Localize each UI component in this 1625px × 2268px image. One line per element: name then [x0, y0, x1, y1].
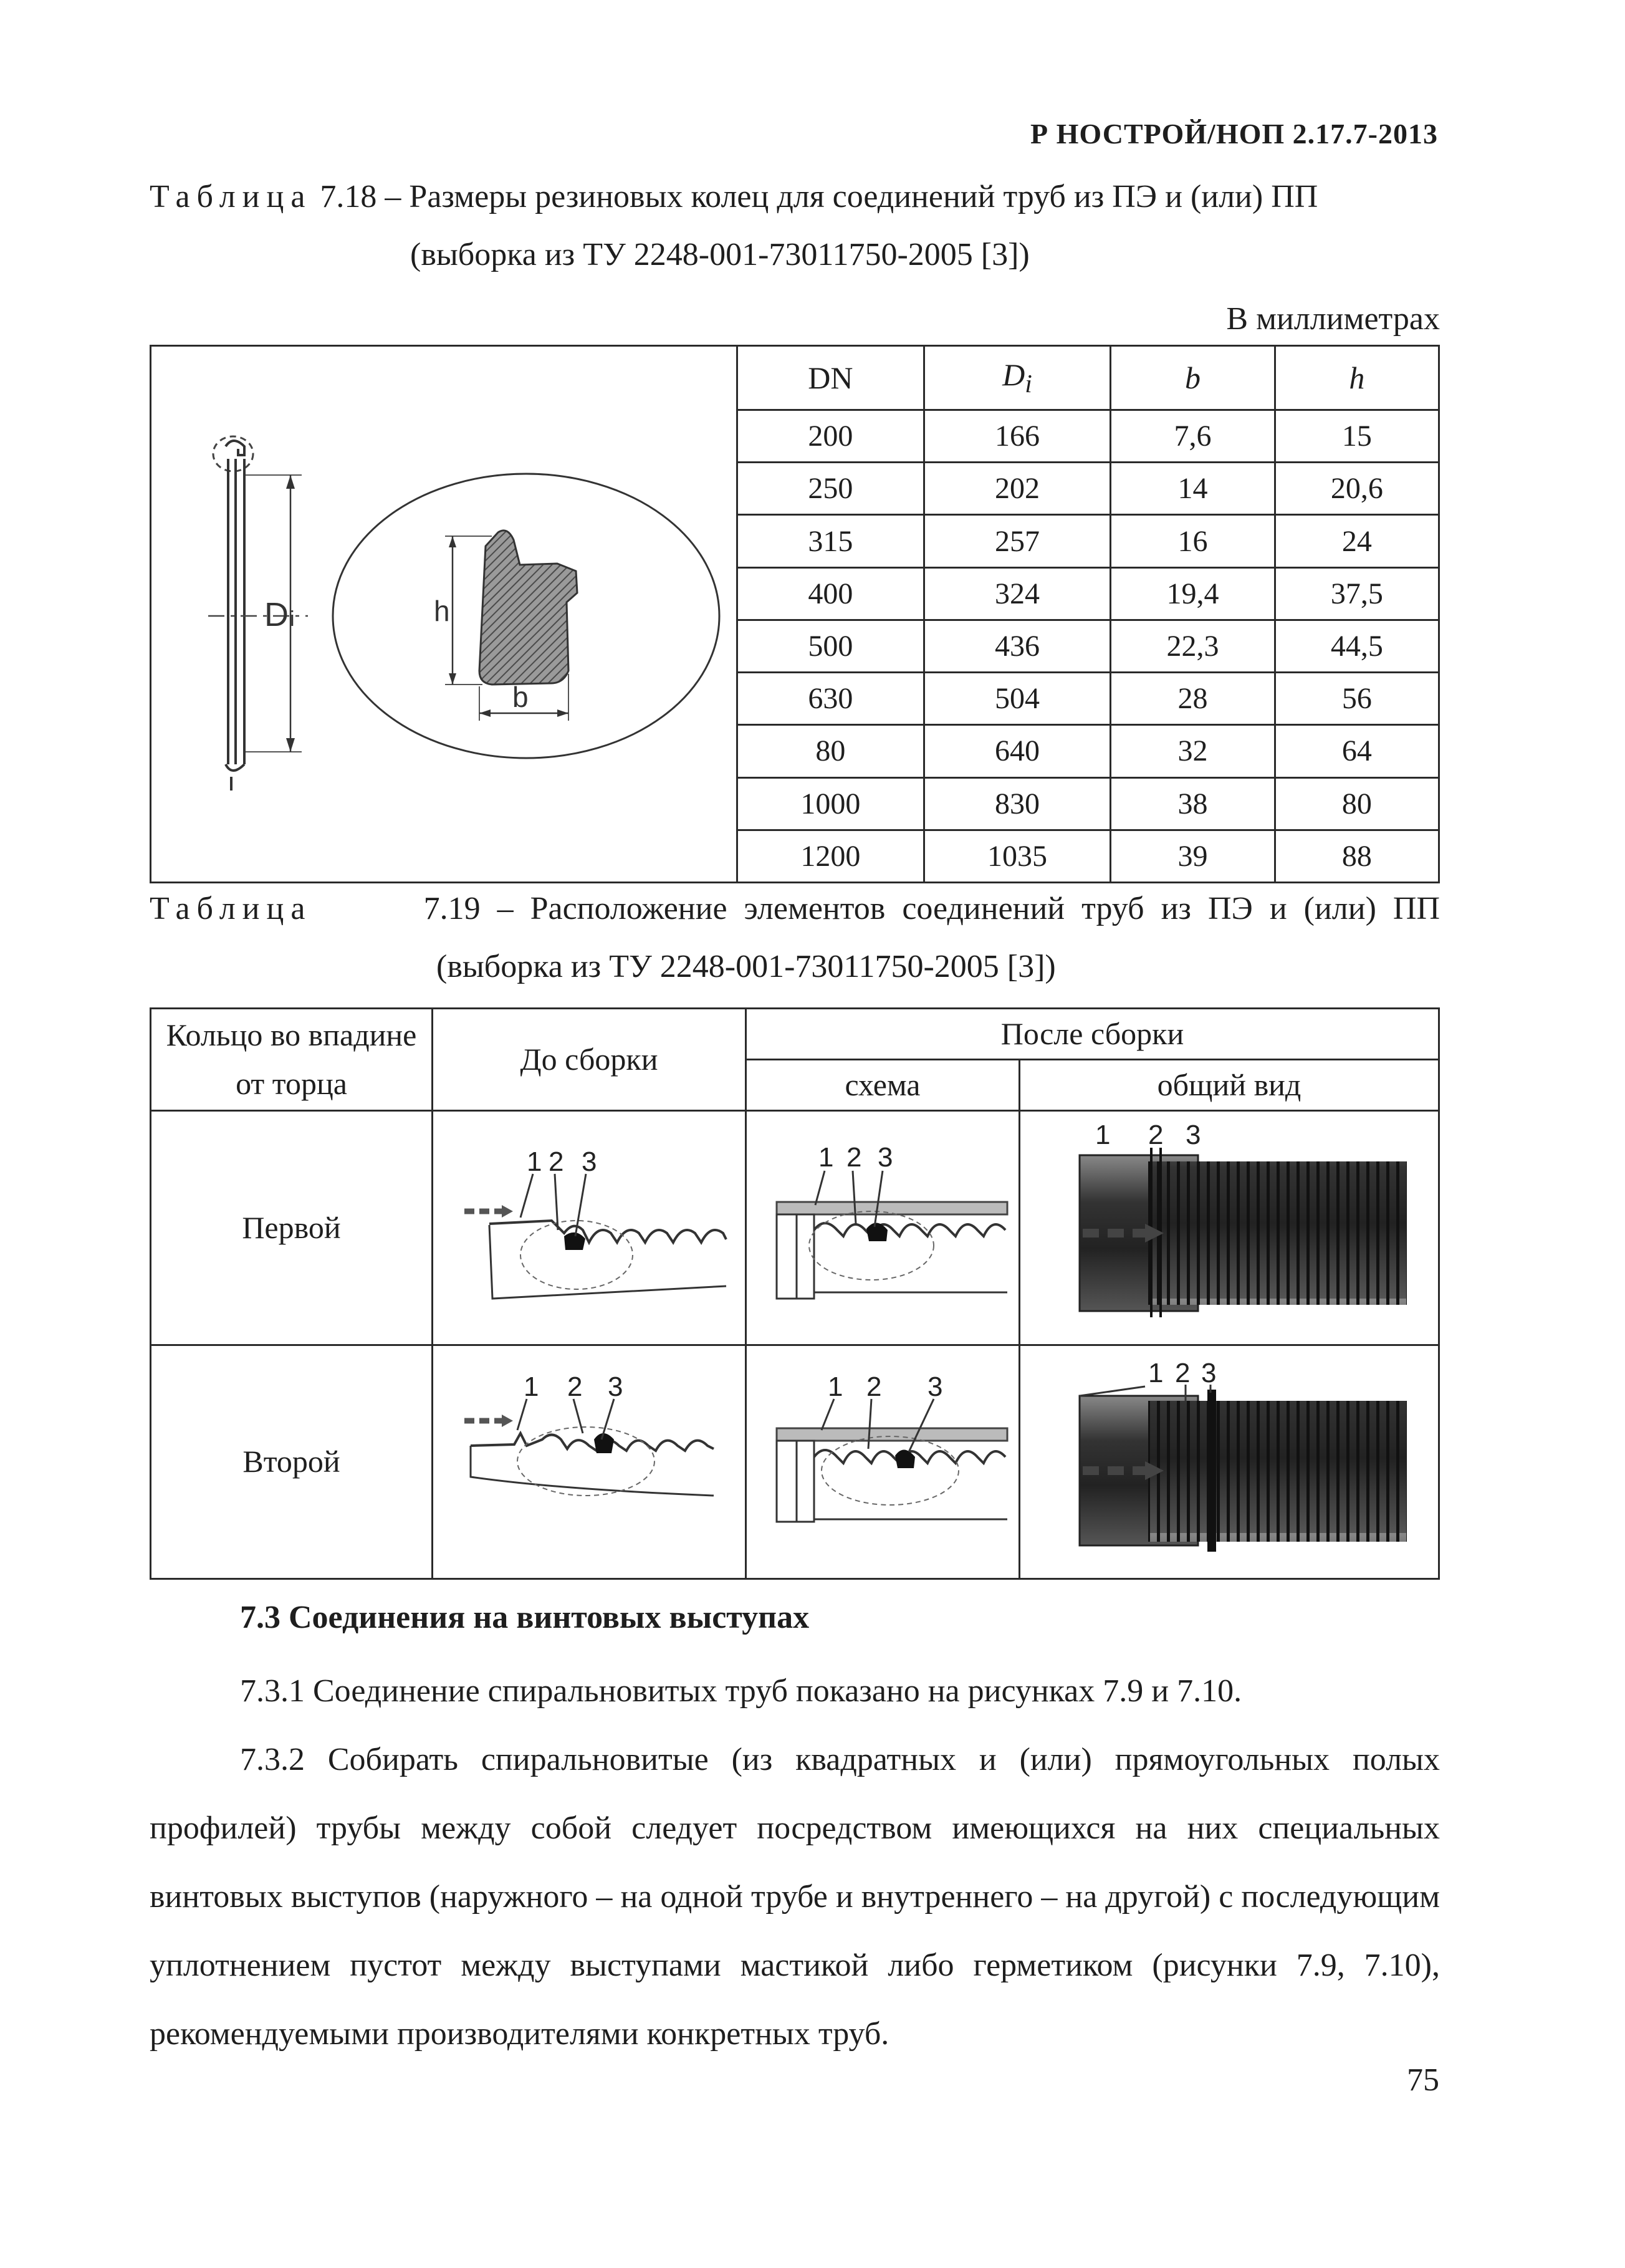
callout-1: 1: [818, 1142, 834, 1173]
callout-3: 3: [878, 1142, 893, 1173]
pipe-body-outline: [489, 1225, 726, 1299]
cell: 166: [924, 410, 1111, 463]
cell: 22,3: [1111, 620, 1275, 672]
callout-1: 1: [1148, 1357, 1164, 1388]
cell: 14: [1111, 463, 1275, 515]
callout-leader-3: [875, 1171, 883, 1227]
insertion-arrow-head: [502, 1205, 513, 1218]
cell: 1200: [737, 830, 924, 882]
ring-top-profile: [226, 441, 244, 455]
cell: 315: [737, 515, 924, 567]
caption-text: 7.18 – Размеры резиновых колец для соединений труб из ПЭ и (или) ПП: [320, 179, 1318, 214]
col-header-scheme: схема: [746, 1060, 1020, 1111]
cell: 7,6: [1111, 410, 1275, 463]
cell: 88: [1275, 830, 1439, 882]
callout-leader-3: [909, 1399, 934, 1452]
scheme-diagram: [747, 1346, 1019, 1564]
col-header-general-view: общий вид: [1020, 1060, 1439, 1111]
general-view-photo: [1020, 1346, 1438, 1564]
callout-2: 2: [846, 1142, 862, 1173]
before-assembly-diagram: [433, 1346, 745, 1564]
cell: 28: [1111, 673, 1275, 725]
table-7-19-caption: [150, 893, 1440, 925]
sealing-ring: [594, 1433, 614, 1453]
paragraph-7-3-2: 7.3.2 Собирать спиральновитые (из квадратных и (или) прямоугольных полых профилей) трубы между собой следует посредством имеющихся на них специальных винтовых выступов (наружного – на одной трубе и внутреннего – на другой) с последующим уплотнением пустот между выступами мастикой либо герметиком (рисунки 7.9, 7.10), рекомендуемыми производителями конкретных труб.: [150, 1742, 1440, 2052]
section-title: 7.3 Соединения на винтовых выступах: [240, 1600, 810, 1635]
callout-leader-2: [853, 1171, 856, 1224]
callout-3: 3: [1201, 1357, 1217, 1388]
cell: 1035: [924, 830, 1111, 882]
document-code-header: Р НОСТРОЙ/НОП 2.17.7-2013: [1030, 118, 1438, 150]
callout-leader-1: [520, 1174, 533, 1218]
caption-label: Таблица: [150, 891, 312, 926]
units-note: В миллиметрах: [1226, 301, 1440, 337]
callout-1: 1: [828, 1371, 843, 1402]
cell: 16: [1111, 515, 1275, 567]
scheme-first-image: [746, 1111, 1020, 1345]
paragraph-7-3-1: 7.3.1 Соединение спиральновитых труб показано на рисунках 7.9 и 7.10.: [240, 1673, 1242, 1709]
col-header-ring-position: Кольцо во впадине от торца: [151, 1009, 433, 1111]
cell: 202: [924, 463, 1111, 515]
cell: 64: [1275, 725, 1439, 777]
callout-3: 3: [928, 1371, 943, 1402]
h-arrow-bottom: [449, 673, 456, 685]
cell: 1000: [737, 777, 924, 830]
cell: 80: [1275, 777, 1439, 830]
before-assembly-first-image: [433, 1111, 746, 1345]
marker-band: [1207, 1390, 1216, 1552]
cell: 32: [1111, 725, 1275, 777]
callout-2: 2: [866, 1371, 882, 1402]
callout-1: 1: [527, 1146, 542, 1177]
caption-label: Таблица: [150, 179, 312, 214]
general-view-first-image: [1020, 1111, 1439, 1345]
ring-figure-cell: [151, 346, 737, 883]
before-assembly-diagram: [433, 1112, 745, 1330]
col-header-before-assembly: До сборки: [433, 1009, 746, 1111]
general-view-second-image: [1020, 1345, 1439, 1579]
cell: 257: [924, 515, 1111, 567]
pipe-body-outline: [471, 1446, 714, 1496]
callout-leader-1: [517, 1399, 527, 1430]
scheme-second-image: [746, 1345, 1020, 1579]
cell: 19,4: [1111, 567, 1275, 620]
callout-3: 3: [1186, 1120, 1201, 1150]
cell: 436: [924, 620, 1111, 672]
callout-2: 2: [549, 1146, 564, 1177]
callout-leader-1: [815, 1171, 825, 1205]
cell: 39: [1111, 830, 1275, 882]
col-header-di: $D_i$: [924, 346, 1111, 410]
cell: 38: [1111, 777, 1275, 830]
callout-leader-1: [822, 1399, 834, 1430]
b-arrow-left: [479, 709, 491, 717]
general-view-photo: [1020, 1112, 1438, 1330]
col-header-b: b: [1111, 346, 1275, 410]
callout-leader-3: [602, 1399, 614, 1439]
callout-leader-2: [573, 1399, 583, 1433]
cell: 200: [737, 410, 924, 463]
insertion-arrow-head: [502, 1415, 513, 1427]
header-row-1: [151, 1009, 1439, 1060]
table-7-18-caption-source: (выборка из ТУ 2248-001-73011750-2005 [3]): [410, 237, 1030, 272]
detail-ellipse: [517, 1427, 654, 1496]
cell: 20,6: [1275, 463, 1439, 515]
cell: 504: [924, 673, 1111, 725]
di-label: Di: [264, 596, 295, 633]
detail-ellipse: [822, 1436, 959, 1505]
socket-end: [777, 1214, 814, 1299]
page-number: 75: [1407, 2062, 1439, 2098]
socket-end: [777, 1441, 814, 1522]
row-label-second: Второй: [151, 1345, 433, 1579]
table-7-19: [150, 1007, 1440, 1580]
di-arrow-bottom: [286, 738, 295, 752]
cell: 24: [1275, 515, 1439, 567]
cell: 640: [924, 725, 1111, 777]
cell: 630: [737, 673, 924, 725]
b-label: b: [512, 681, 529, 713]
cell: 80: [737, 725, 924, 777]
h-arrow-top: [449, 536, 456, 547]
cell: 324: [924, 567, 1111, 620]
b-arrow-right: [557, 709, 568, 717]
socket-wall: [777, 1202, 1007, 1214]
caption-text: 7.19 – Расположение элементов соединений труб из ПЭ и (или) ПП: [423, 891, 1440, 926]
table-row-second: [151, 1345, 1439, 1579]
corrugated-pipe: [1148, 1161, 1407, 1305]
ring-cross-section: [479, 531, 577, 685]
cell: 37,5: [1275, 567, 1439, 620]
h-label: h: [434, 595, 450, 627]
corrugated-pipe-profile: [489, 1221, 726, 1242]
cell: 56: [1275, 673, 1439, 725]
scheme-diagram: [747, 1112, 1019, 1330]
table-7-18-caption: [150, 181, 1318, 213]
cell: 15: [1275, 410, 1439, 463]
callout-1: 1: [1095, 1120, 1111, 1150]
cell: 44,5: [1275, 620, 1439, 672]
col-header-h: h: [1275, 346, 1439, 410]
callout-leader-1: [1080, 1386, 1145, 1396]
corrugated-pipe-profile: [471, 1433, 714, 1451]
row-label-first: Первой: [151, 1111, 433, 1345]
ring-bottom-profile: [226, 764, 244, 771]
callout-3: 3: [608, 1371, 623, 1402]
callout-2: 2: [567, 1371, 583, 1402]
callout-leader-2: [555, 1174, 558, 1230]
table-7-18: [150, 345, 1440, 883]
callout-2: 2: [1175, 1357, 1191, 1388]
col-header-after-assembly: После сборки: [746, 1009, 1439, 1060]
cell: 500: [737, 620, 924, 672]
callout-3: 3: [582, 1146, 597, 1177]
rubber-ring-drawing: [152, 347, 736, 874]
corrugated-pipe-profile: [814, 1223, 1005, 1236]
table-7-19-caption-source: (выборка из ТУ 2248-001-73011750-2005 [3]): [436, 949, 1056, 984]
cell: 250: [737, 463, 924, 515]
corrugated-pipe: [1148, 1401, 1407, 1542]
before-assembly-second-image: [433, 1345, 746, 1579]
detail-ellipse: [809, 1211, 934, 1280]
cell: 400: [737, 567, 924, 620]
table-row-first: [151, 1111, 1439, 1345]
di-arrow-top: [286, 475, 295, 489]
callout-1: 1: [524, 1371, 539, 1402]
callout-2: 2: [1148, 1120, 1164, 1150]
socket-wall: [777, 1428, 1007, 1441]
table-header-row: [151, 346, 1439, 410]
col-header-dn: DN: [737, 346, 924, 410]
cell: 830: [924, 777, 1111, 830]
